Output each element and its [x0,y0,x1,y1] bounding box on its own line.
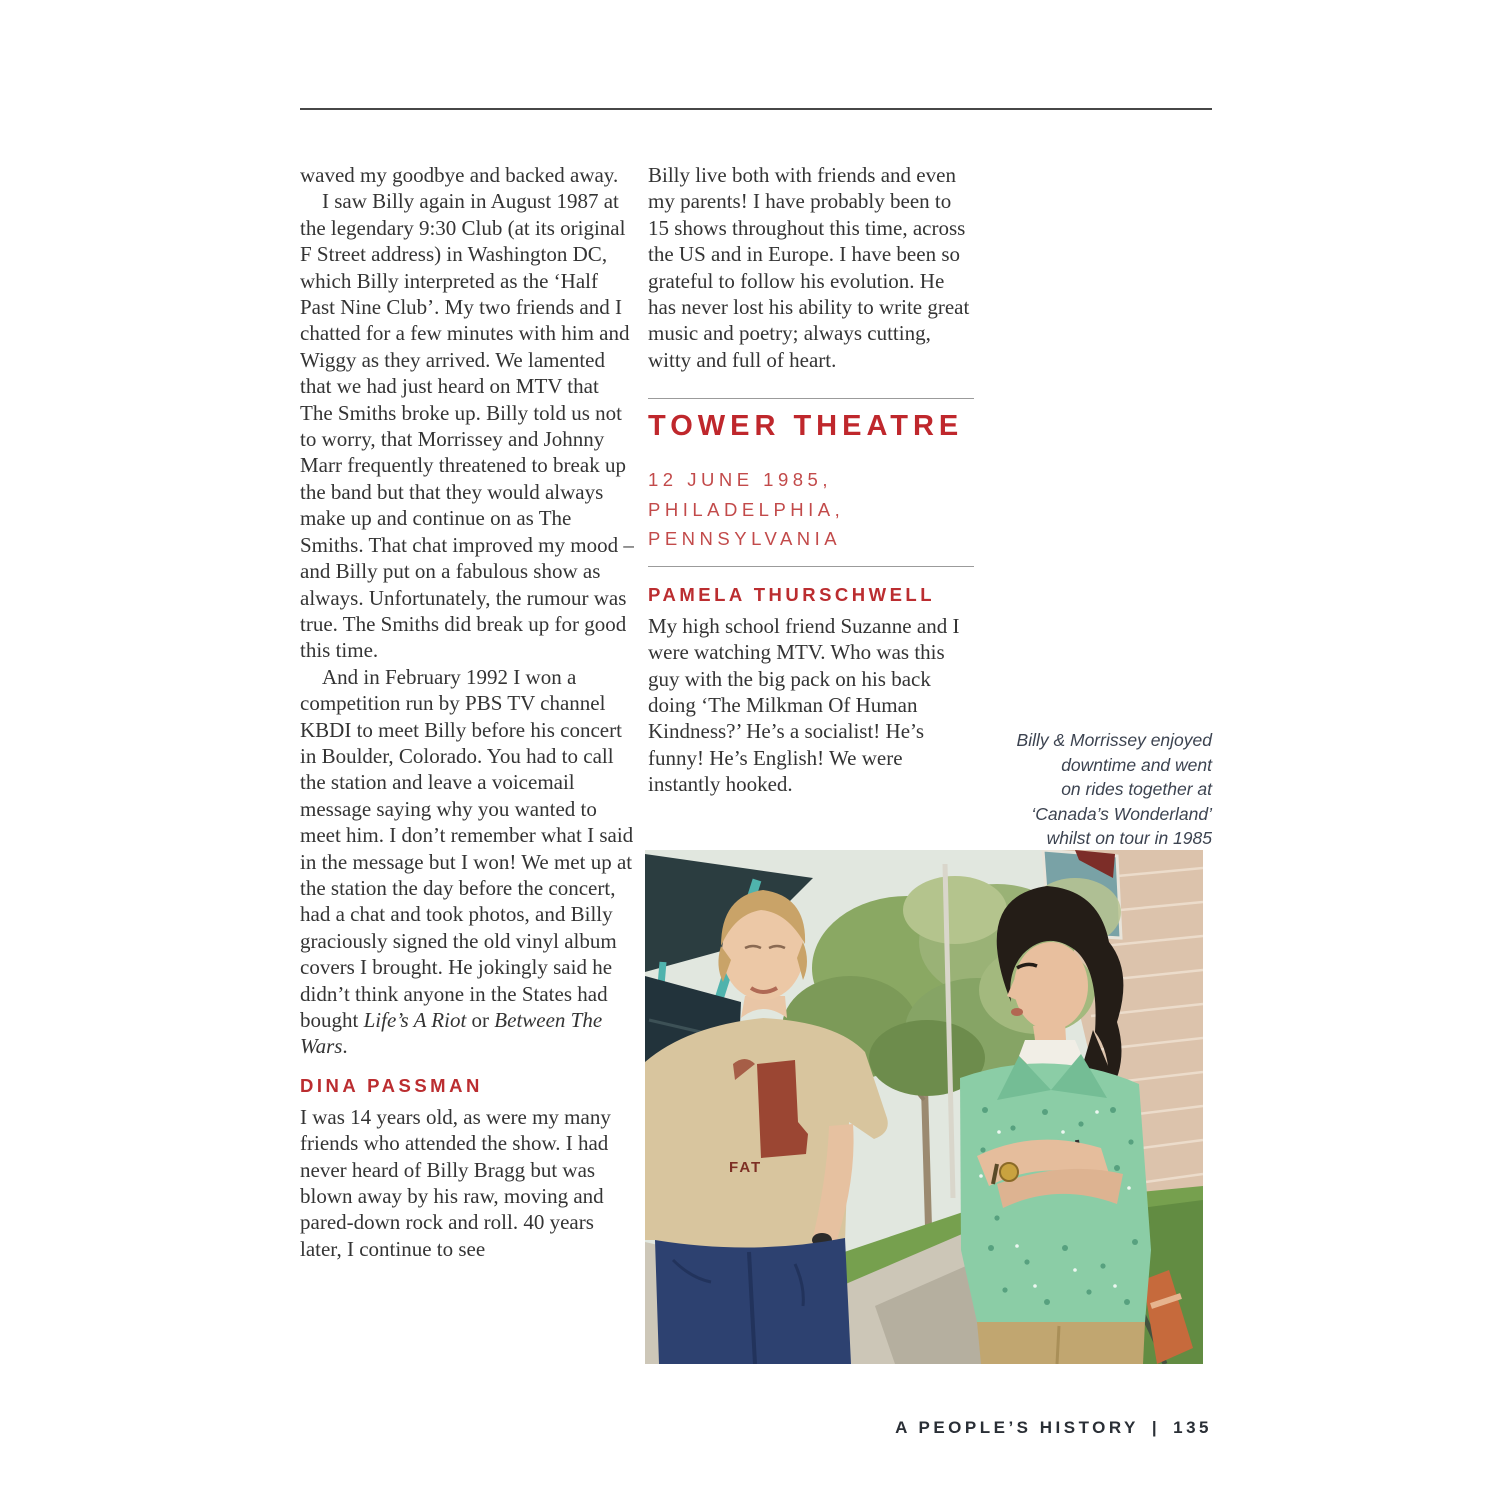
contributor-heading-dina-passman: DINA PASSMAN [300,1074,483,1096]
body-paragraph [300,664,634,1060]
event-date: 12 JUNE 1985, [648,469,832,491]
right-column [648,162,974,798]
caption-line: whilst on tour in 1985 [1046,828,1212,848]
body-paragraph: I was 14 years old, as were my many friends who attended the show. I had never heard of Billy Bragg but was blown away by his raw, moving and pared-down rock and roll. 40 years later, I continue to see [300,1104,611,1261]
photo-caption [970,728,1212,851]
footer-divider: | [1151,1418,1161,1437]
body-paragraph: waved my goodbye and backed away. [300,163,619,187]
photo-illustration [645,850,1203,1364]
caption-line: ‘Canada’s Wonderland’ [1031,803,1212,824]
top-rule [300,108,1212,110]
footer-section-title: A PEOPLE’S HISTORY [895,1418,1139,1437]
event-state: PENNSYLVANIA [648,528,842,550]
footer-page-number: 135 [1173,1418,1212,1437]
contributor-heading-pamela-thurschwell: PAMELA THURSCHWELL [648,583,936,605]
paragraph-text: And in February 1992 I won a competition run by PBS TV channel KBDI to meet Billy before his concert in Boulder, Colorado. You had to call the station and leave a voicemail message saying why you wanted to meet him. I don’t remember what I said in the message but I won! We met up at the station the day before the concert, had a chat and took photos, and Billy graciously signed the old vinyl album covers I brought. He jokingly said he didn’t think anyone in the States had bought [300,664,634,1032]
body-paragraph: I saw Billy again in August 1987 at the legendary 9:30 Club (at its original F Street address) in Washington DC, which Billy interpreted as the ‘Half Past Nine Club’. My two friends and I chatted for a few minutes with him and Wiggy as they arrived. We lamented that we had just heard on MTV that The Smiths broke up. Billy told us not to worry, that Morrissey and Johnny Marr frequently threatened to break up the band but that they would always make up and continue on as The Smiths. That chat improved my mood – and Billy put on a fabulous show as always. Unfortunately, the rumour was true. The Smiths did break up for good this time. [300,189,634,663]
body-paragraph: My high school friend Suzanne and I were watching MTV. Who was this guy with the big pack on his back doing ‘The Milkman Of Human Kindness?’ He’s a socialist! He’s funny! He’s English! We were instantly hooked. [648,613,960,797]
event-city: PHILADELPHIA, [648,498,845,520]
page-footer [300,1418,1212,1438]
photo-billy-morrissey [645,850,1203,1364]
event-header [648,398,974,567]
event-rule-top [648,398,974,399]
paragraph-text: or [466,1008,495,1032]
event-date-location [648,465,974,554]
left-column [300,162,634,1262]
caption-line: on rides together at [1061,779,1212,799]
venue-heading: TOWER THEATRE [648,410,964,443]
body-paragraph: Billy live both with friends and even my parents! I have probably been to 15 shows throughout this time, across the US and in Europe. I have been so grateful to follow his evolution. He has never lost his ability to write great music and poetry; always cutting, witty and full of heart. [648,163,970,372]
tshirt-text: FAT [729,1159,763,1176]
event-rule-bottom [648,566,974,567]
caption-line: downtime and went [1061,754,1212,775]
caption-line: Billy & Morrissey enjoyed [1016,730,1212,750]
album-title: Life’s A Riot [363,1008,467,1032]
album-title: Between The Wars [300,1008,603,1059]
paragraph-text: . [342,1034,348,1059]
